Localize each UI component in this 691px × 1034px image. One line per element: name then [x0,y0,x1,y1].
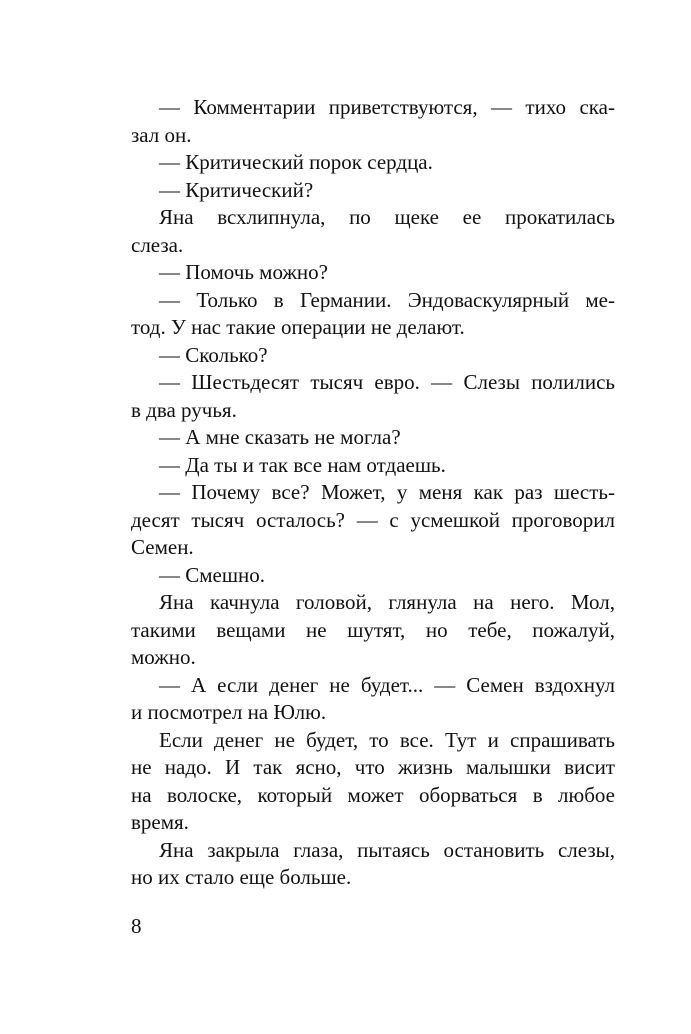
text-line: Семен. [131,535,194,559]
text-line: время. [131,810,189,834]
text-line: — Критический? [159,177,314,202]
text-line: и посмотрел на Юлю. [131,700,327,724]
text-line: Яна закрыла глаза, пытаясь остановить слезы, [159,837,615,862]
text-line: — Почему все? Может, у меня как раз шесть- [159,480,615,504]
text-line: в два ручья. [131,397,237,422]
text-line: — Помочь можно? [159,260,328,284]
text-line: на волоске, который может оборваться в любое [131,782,615,807]
page-number: 8 [131,914,142,938]
body-text [131,94,615,892]
text-line: десят тысяч осталось? — с усмешкой проговорил [131,507,615,532]
text-line: — Да ты и так все нам отдаешь. [159,452,446,477]
text-line: — Шестьдесят тысяч евро. — Слезы полились [159,370,615,394]
text-line: можно. [131,645,196,669]
text-line: — А мне сказать не могла? [159,425,401,449]
text-line: — А если денег не будет... — Семен вздохнул [159,672,615,697]
text-line: — Критический порок сердца. [159,150,433,174]
text-line: Яна всхлипнула, по щеке ее прокатилась [159,205,615,229]
text-line: зал он. [131,122,192,147]
text-line: Если денег не будет, то все. Тут и спрашивать [159,727,615,752]
text-line: Яна качнула головой, глянула на него. Мол, [159,590,615,614]
text-line: — Смешно. [159,562,266,587]
text-line: — Комментарии приветствуются, — тихо ска- [159,95,615,119]
text-line: — Сколько? [159,342,268,367]
text-line: — Только в Германии. Эндоваскулярный ме- [159,287,615,312]
text-line: но их стало еще больше. [131,865,352,889]
text-line: такими вещами не шутят, но тебе, пожалуй, [131,617,615,642]
text-line: тод. У нас такие операции не делают. [131,315,465,339]
text-line: не надо. И так ясно, что жизнь малышки висит [131,755,615,779]
text-line: слеза. [131,232,184,257]
